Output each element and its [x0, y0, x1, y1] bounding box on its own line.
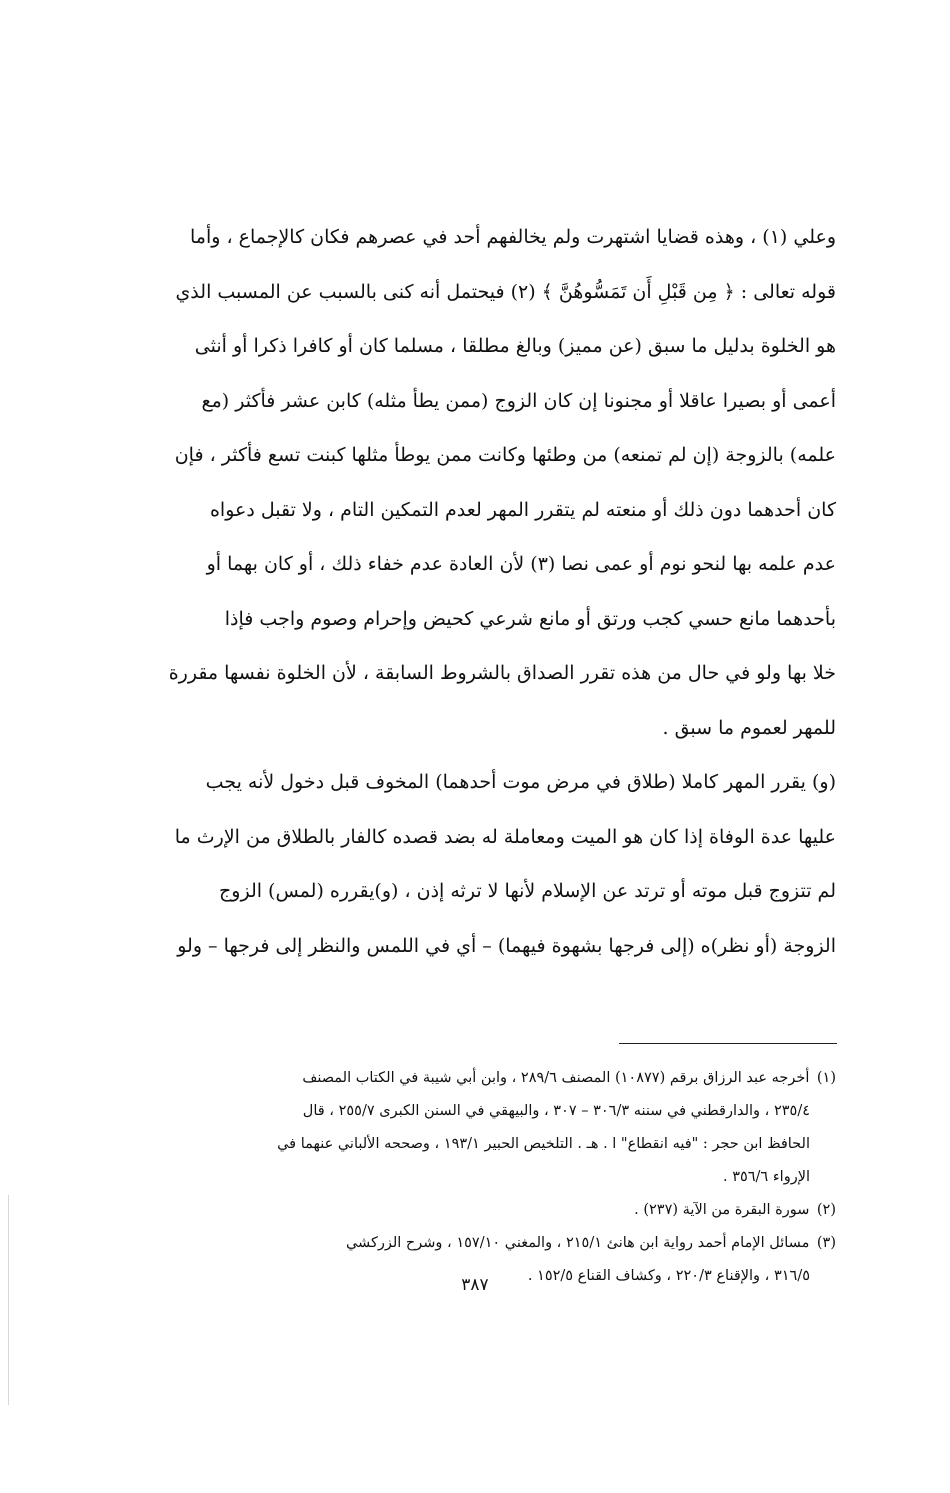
footnote-line: الحافظ ابن حجر : "فيه انقطاع" ا . هـ . التلخيص الحبير ١٩٣/١ ، وصححه الألباني عنهما في [277, 1136, 810, 1152]
text-line: بأحدهما مانع حسي كجب ورتق أو مانع شرعي كحيض وإحرام وصوم واجب فإذا [224, 607, 836, 630]
footnote-2 [138, 1194, 836, 1227]
footnote-line: الإرواء ٣٥٦/٦ . [722, 1169, 810, 1185]
footnote-number: (٣) [816, 1235, 836, 1251]
text-line: خلا بها ولو في حال من هذه تقرر الصداق بالشروط السابقة ، لأن الخلوة نفسها مقررة [168, 662, 836, 684]
scan-edge-line [8, 1195, 9, 1405]
paragraph-2 [138, 755, 836, 973]
main-text [138, 210, 836, 973]
text-line: للمهر لعموم ما سبق . [662, 716, 836, 739]
footnote-line: سورة البقرة من الآية (٢٣٧) . [634, 1202, 810, 1218]
text-line: قوله تعالى : ﴿ مِن قَبْلِ أَن تَمَسُّوهُنَّ ﴾ (٢) فيحتمل أنه كنى بالسبب عن المسبب الذي [175, 280, 836, 303]
text-line: عليها عدة الوفاة إذا كان هو الميت ومعاملة له بضد قصده كالفار بالطلاق من الإرث ما [174, 825, 836, 848]
text-line: عدم علمه بها لنحو نوم أو عمى نصا (٣) لأن العادة عدم خفاء ذلك ، أو كان بهما أو [206, 553, 836, 575]
footnote-1 [138, 1062, 836, 1194]
footnote-line: ٣١٦/٥ ، والإقناع ٢٢٠/٣ ، وكشاف القناع ١٥٢/٥ . [527, 1268, 810, 1284]
text-line: هو الخلوة بدليل ما سبق (عن مميز) وبالغ مطلقا ، مسلما كان أو كافرا ذكرا أو أنثى [194, 335, 836, 357]
footnote-line: ٢٣٥/٤ ، والدارقطني في سننه ٣٠٦/٣ – ٣٠٧ ، والبيهقي في السنن الكبرى ٢٥٥/٧ ، قال [302, 1103, 810, 1119]
footnote-separator [619, 1043, 837, 1044]
footnote-line: مسائل الإمام أحمد رواية ابن هانئ ٢١٥/١ ، والمغني ١٥٧/١٠ ، وشرح الزركشي [345, 1235, 810, 1251]
text-line: أعمى أو بصيرا عاقلا أو مجنونا إن كان الزوج (ممن يطأ مثله) كابن عشر فأكثر (مع [201, 389, 836, 412]
page-number: ٣٨٧ [461, 1275, 489, 1295]
footnotes [138, 1062, 836, 1293]
text-line: (و) يقرر المهر كاملا (طلاق في مرض موت أحدهما) المخوف قبل دخول لأنه يجب [205, 771, 836, 793]
text-line: كان أحدهما دون ذلك أو منعته لم يتقرر المهر لعدم التمكين التام ، ولا تقبل دعواه [209, 498, 836, 521]
footnote-number: (١) [816, 1070, 836, 1086]
text-line: الزوجة (أو نظر)ه (إلى فرجها بشهوة فيهما) – أي في اللمس والنظر إلى فرجها – ولو [177, 934, 836, 957]
text-line: لم تتزوج قبل موته أو ترتد عن الإسلام لأنها لا ترثه إذن ، (و)يقرره (لمس) الزوج [219, 880, 836, 902]
footnote-number: (٢) [816, 1202, 836, 1218]
text-line: وعلي (١) ، وهذه قضايا اشتهرت ولم يخالفهم أحد في عصرهم فكان كالإجماع ، وأما [189, 226, 836, 248]
paragraph-1 [138, 210, 836, 755]
text-line: علمه) بالزوجة (إن لم تمنعه) من وطئها وكانت ممن يوطأ مثلها كبنت تسع فأكثر ، فإن [174, 444, 836, 466]
footnote-line: أخرجه عبد الرزاق برقم (١٠٨٧٧) المصنف ٢٨٩/٦ ، وابن أبي شيبة في الكتاب المصنف [302, 1070, 810, 1086]
